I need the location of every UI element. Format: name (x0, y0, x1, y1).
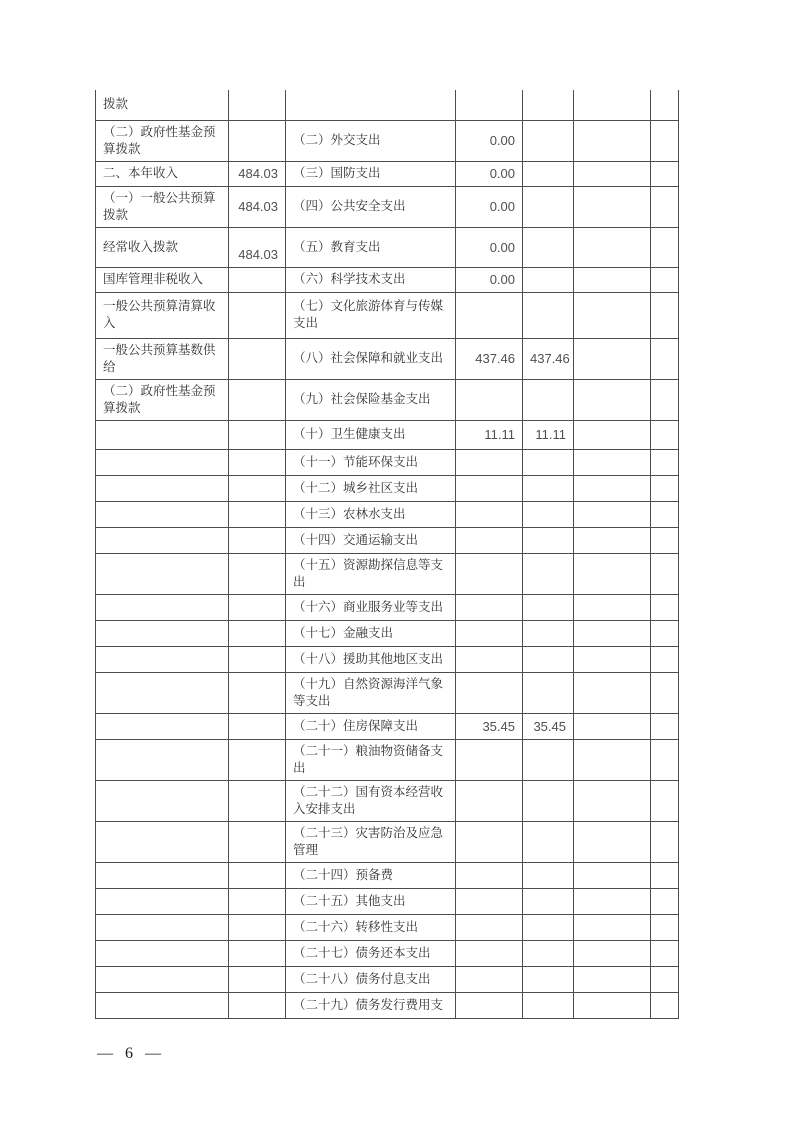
table-row (96, 120, 679, 161)
income-amount-cell (229, 620, 286, 646)
budget-table (95, 90, 679, 1019)
empty-cell (651, 914, 679, 940)
empty-cell (574, 888, 651, 914)
income-item-cell (96, 739, 229, 780)
empty-cell (651, 420, 679, 449)
income-amount-cell (229, 338, 286, 379)
income-item-cell (96, 594, 229, 620)
income-item-cell (96, 501, 229, 527)
expense-amount-1-cell (456, 620, 523, 646)
expense-item-cell: （二十八）债务付息支出 (286, 966, 456, 992)
expense-amount-2-cell: 35.45 (523, 713, 574, 739)
empty-cell (574, 594, 651, 620)
expense-item-cell: （十三）农林水支出 (286, 501, 456, 527)
income-item-cell (96, 780, 229, 821)
expense-amount-1-cell: 35.45 (456, 713, 523, 739)
empty-cell (651, 161, 679, 186)
budget-table-body (96, 90, 679, 1018)
income-amount-cell (229, 966, 286, 992)
expense-amount-1-cell (456, 862, 523, 888)
empty-cell (574, 739, 651, 780)
table-row (96, 672, 679, 713)
empty-cell (574, 120, 651, 161)
income-item-cell: 拨款 (96, 90, 229, 120)
empty-cell (651, 739, 679, 780)
expense-amount-2-cell (523, 379, 574, 420)
income-item-cell (96, 713, 229, 739)
empty-cell (651, 620, 679, 646)
expense-amount-1-cell (456, 501, 523, 527)
income-item-cell (96, 620, 229, 646)
table-row (96, 821, 679, 862)
empty-cell (651, 475, 679, 501)
income-item-cell (96, 420, 229, 449)
expense-item-cell: （十五）资源勘探信息等支出 (286, 553, 456, 594)
empty-cell (651, 379, 679, 420)
income-item-cell (96, 475, 229, 501)
income-amount-cell (229, 379, 286, 420)
income-item-cell (96, 992, 229, 1018)
empty-cell (651, 553, 679, 594)
expense-amount-2-cell: 437.46 (523, 338, 574, 379)
empty-cell (574, 420, 651, 449)
expense-amount-2-cell (523, 862, 574, 888)
income-amount-cell: 484.03 (229, 186, 286, 227)
expense-amount-1-cell: 437.46 (456, 338, 523, 379)
table-row (96, 186, 679, 227)
empty-cell (651, 940, 679, 966)
income-item-cell: 经常收入拨款 (96, 227, 229, 267)
income-amount-cell (229, 821, 286, 862)
table-row (96, 227, 679, 267)
expense-amount-2-cell (523, 449, 574, 475)
table-row (96, 449, 679, 475)
income-item-cell (96, 672, 229, 713)
income-amount-cell (229, 420, 286, 449)
expense-amount-2-cell (523, 501, 574, 527)
income-item-cell (96, 966, 229, 992)
income-amount-cell (229, 267, 286, 292)
expense-amount-1-cell (456, 379, 523, 420)
expense-amount-1-cell (456, 292, 523, 338)
empty-cell (651, 338, 679, 379)
table-row (96, 780, 679, 821)
empty-cell (651, 780, 679, 821)
income-amount-cell (229, 646, 286, 672)
expense-amount-2-cell (523, 227, 574, 267)
income-amount-cell: 484.03 (229, 227, 286, 267)
empty-cell (574, 161, 651, 186)
empty-cell (574, 267, 651, 292)
income-amount-cell (229, 120, 286, 161)
expense-item-cell: （十二）城乡社区支出 (286, 475, 456, 501)
expense-amount-1-cell (456, 780, 523, 821)
expense-amount-1-cell (456, 914, 523, 940)
empty-cell (651, 966, 679, 992)
expense-amount-1-cell (456, 90, 523, 120)
page-number: — 6 — (97, 1045, 162, 1062)
table-row (96, 713, 679, 739)
empty-cell (574, 338, 651, 379)
empty-cell (651, 227, 679, 267)
expense-amount-1-cell: 11.11 (456, 420, 523, 449)
empty-cell (574, 940, 651, 966)
empty-cell (574, 620, 651, 646)
empty-cell (574, 227, 651, 267)
expense-item-cell: （十六）商业服务业等支出 (286, 594, 456, 620)
income-item-cell (96, 862, 229, 888)
expense-amount-2-cell (523, 161, 574, 186)
table-row (96, 940, 679, 966)
empty-cell (651, 821, 679, 862)
table-row (96, 966, 679, 992)
empty-cell (651, 527, 679, 553)
empty-cell (574, 449, 651, 475)
income-amount-cell (229, 672, 286, 713)
expense-amount-1-cell (456, 594, 523, 620)
empty-cell (651, 672, 679, 713)
empty-cell (651, 120, 679, 161)
expense-amount-2-cell (523, 888, 574, 914)
expense-item-cell: （十四）交通运输支出 (286, 527, 456, 553)
expense-item-cell: （四）公共安全支出 (286, 186, 456, 227)
expense-amount-2-cell (523, 914, 574, 940)
empty-cell (574, 914, 651, 940)
expense-item-cell: （二十九）债务发行费用支 (286, 992, 456, 1018)
empty-cell (574, 713, 651, 739)
income-amount-cell (229, 553, 286, 594)
expense-item-cell: （二十一）粮油物资储备支出 (286, 739, 456, 780)
empty-cell (574, 90, 651, 120)
table-row (96, 914, 679, 940)
income-amount-cell (229, 780, 286, 821)
income-amount-cell (229, 501, 286, 527)
empty-cell (574, 646, 651, 672)
income-amount-cell (229, 475, 286, 501)
income-item-cell: （一）一般公共预算拨款 (96, 186, 229, 227)
expense-item-cell (286, 90, 456, 120)
income-item-cell (96, 940, 229, 966)
empty-cell (574, 501, 651, 527)
table-row (96, 379, 679, 420)
expense-amount-1-cell (456, 672, 523, 713)
expense-item-cell: （十一）节能环保支出 (286, 449, 456, 475)
income-amount-cell (229, 888, 286, 914)
expense-item-cell: （十七）金融支出 (286, 620, 456, 646)
income-amount-cell (229, 992, 286, 1018)
empty-cell (574, 992, 651, 1018)
empty-cell (574, 186, 651, 227)
expense-amount-1-cell (456, 821, 523, 862)
income-item-cell (96, 888, 229, 914)
income-item-cell: （二）政府性基金预算拨款 (96, 379, 229, 420)
table-row (96, 338, 679, 379)
expense-amount-2-cell (523, 475, 574, 501)
expense-amount-1-cell: 0.00 (456, 186, 523, 227)
income-amount-cell (229, 594, 286, 620)
empty-cell (651, 713, 679, 739)
expense-amount-1-cell: 0.00 (456, 227, 523, 267)
empty-cell (574, 821, 651, 862)
expense-amount-2-cell (523, 186, 574, 227)
expense-amount-2-cell (523, 821, 574, 862)
expense-amount-1-cell: 0.00 (456, 120, 523, 161)
table-row (96, 267, 679, 292)
expense-amount-2-cell (523, 292, 574, 338)
expense-amount-2-cell (523, 90, 574, 120)
table-row (96, 888, 679, 914)
empty-cell (651, 501, 679, 527)
expense-amount-1-cell (456, 888, 523, 914)
expense-item-cell: （十九）自然资源海洋气象等支出 (286, 672, 456, 713)
empty-cell (651, 267, 679, 292)
table-row (96, 527, 679, 553)
expense-item-cell: （十）卫生健康支出 (286, 420, 456, 449)
empty-cell (574, 379, 651, 420)
expense-amount-1-cell: 0.00 (456, 161, 523, 186)
income-item-cell: 一般公共预算清算收入 (96, 292, 229, 338)
expense-amount-1-cell (456, 527, 523, 553)
empty-cell (574, 780, 651, 821)
empty-cell (574, 862, 651, 888)
table-row (96, 553, 679, 594)
expense-amount-2-cell (523, 780, 574, 821)
expense-amount-2-cell (523, 940, 574, 966)
expense-amount-2-cell (523, 553, 574, 594)
expense-item-cell: （九）社会保险基金支出 (286, 379, 456, 420)
empty-cell (574, 672, 651, 713)
expense-item-cell: （二十七）债务还本支出 (286, 940, 456, 966)
table-row (96, 646, 679, 672)
income-amount-cell: 484.03 (229, 161, 286, 186)
expense-item-cell: （二十五）其他支出 (286, 888, 456, 914)
empty-cell (574, 553, 651, 594)
expense-amount-2-cell (523, 267, 574, 292)
income-amount-cell (229, 914, 286, 940)
expense-item-cell: （二十三）灾害防治及应急管理 (286, 821, 456, 862)
income-amount-cell (229, 713, 286, 739)
income-item-cell: 国库管理非税收入 (96, 267, 229, 292)
table-row (96, 161, 679, 186)
table-row (96, 992, 679, 1018)
income-item-cell (96, 646, 229, 672)
expense-amount-1-cell (456, 739, 523, 780)
income-amount-cell (229, 940, 286, 966)
empty-cell (651, 292, 679, 338)
expense-amount-1-cell (456, 553, 523, 594)
expense-amount-1-cell (456, 940, 523, 966)
table-row (96, 594, 679, 620)
expense-amount-1-cell (456, 449, 523, 475)
expense-amount-2-cell (523, 966, 574, 992)
expense-amount-2-cell (523, 527, 574, 553)
empty-cell (574, 966, 651, 992)
expense-amount-2-cell (523, 992, 574, 1018)
expense-item-cell: （二十四）预备费 (286, 862, 456, 888)
expense-amount-2-cell (523, 672, 574, 713)
income-item-cell (96, 914, 229, 940)
income-item-cell (96, 821, 229, 862)
empty-cell (651, 888, 679, 914)
expense-amount-2-cell (523, 620, 574, 646)
income-item-cell: 二、本年收入 (96, 161, 229, 186)
income-amount-cell (229, 292, 286, 338)
table-row (96, 475, 679, 501)
expense-item-cell: （二十）住房保障支出 (286, 713, 456, 739)
expense-item-cell: （八）社会保障和就业支出 (286, 338, 456, 379)
empty-cell (651, 449, 679, 475)
income-amount-cell (229, 90, 286, 120)
expense-item-cell: （六）科学技术支出 (286, 267, 456, 292)
expense-amount-2-cell: 11.11 (523, 420, 574, 449)
empty-cell (651, 186, 679, 227)
expense-amount-1-cell (456, 475, 523, 501)
empty-cell (651, 992, 679, 1018)
expense-amount-2-cell (523, 646, 574, 672)
expense-amount-1-cell: 0.00 (456, 267, 523, 292)
income-item-cell (96, 449, 229, 475)
empty-cell (651, 90, 679, 120)
table-row (96, 739, 679, 780)
income-amount-cell (229, 862, 286, 888)
table-row (96, 620, 679, 646)
empty-cell (574, 475, 651, 501)
expense-amount-2-cell (523, 594, 574, 620)
empty-cell (574, 292, 651, 338)
expense-item-cell: （十八）援助其他地区支出 (286, 646, 456, 672)
income-amount-cell (229, 739, 286, 780)
expense-item-cell: （五）教育支出 (286, 227, 456, 267)
table-row (96, 90, 679, 120)
empty-cell (651, 646, 679, 672)
table-row (96, 420, 679, 449)
expense-item-cell: （二）外交支出 (286, 120, 456, 161)
expense-item-cell: （二十六）转移性支出 (286, 914, 456, 940)
empty-cell (574, 527, 651, 553)
income-amount-cell (229, 527, 286, 553)
income-amount-cell (229, 449, 286, 475)
income-item-cell: （二）政府性基金预算拨款 (96, 120, 229, 161)
expense-item-cell: （三）国防支出 (286, 161, 456, 186)
income-item-cell (96, 553, 229, 594)
expense-item-cell: （二十二）国有资本经营收入安排支出 (286, 780, 456, 821)
expense-amount-1-cell (456, 966, 523, 992)
expense-item-cell: （七）文化旅游体育与传媒支出 (286, 292, 456, 338)
table-row (96, 862, 679, 888)
empty-cell (651, 862, 679, 888)
expense-amount-1-cell (456, 646, 523, 672)
table-row (96, 501, 679, 527)
expense-amount-1-cell (456, 992, 523, 1018)
table-row (96, 292, 679, 338)
expense-amount-2-cell (523, 739, 574, 780)
expense-amount-2-cell (523, 120, 574, 161)
income-item-cell: 一般公共预算基数供给 (96, 338, 229, 379)
empty-cell (651, 594, 679, 620)
income-item-cell (96, 527, 229, 553)
